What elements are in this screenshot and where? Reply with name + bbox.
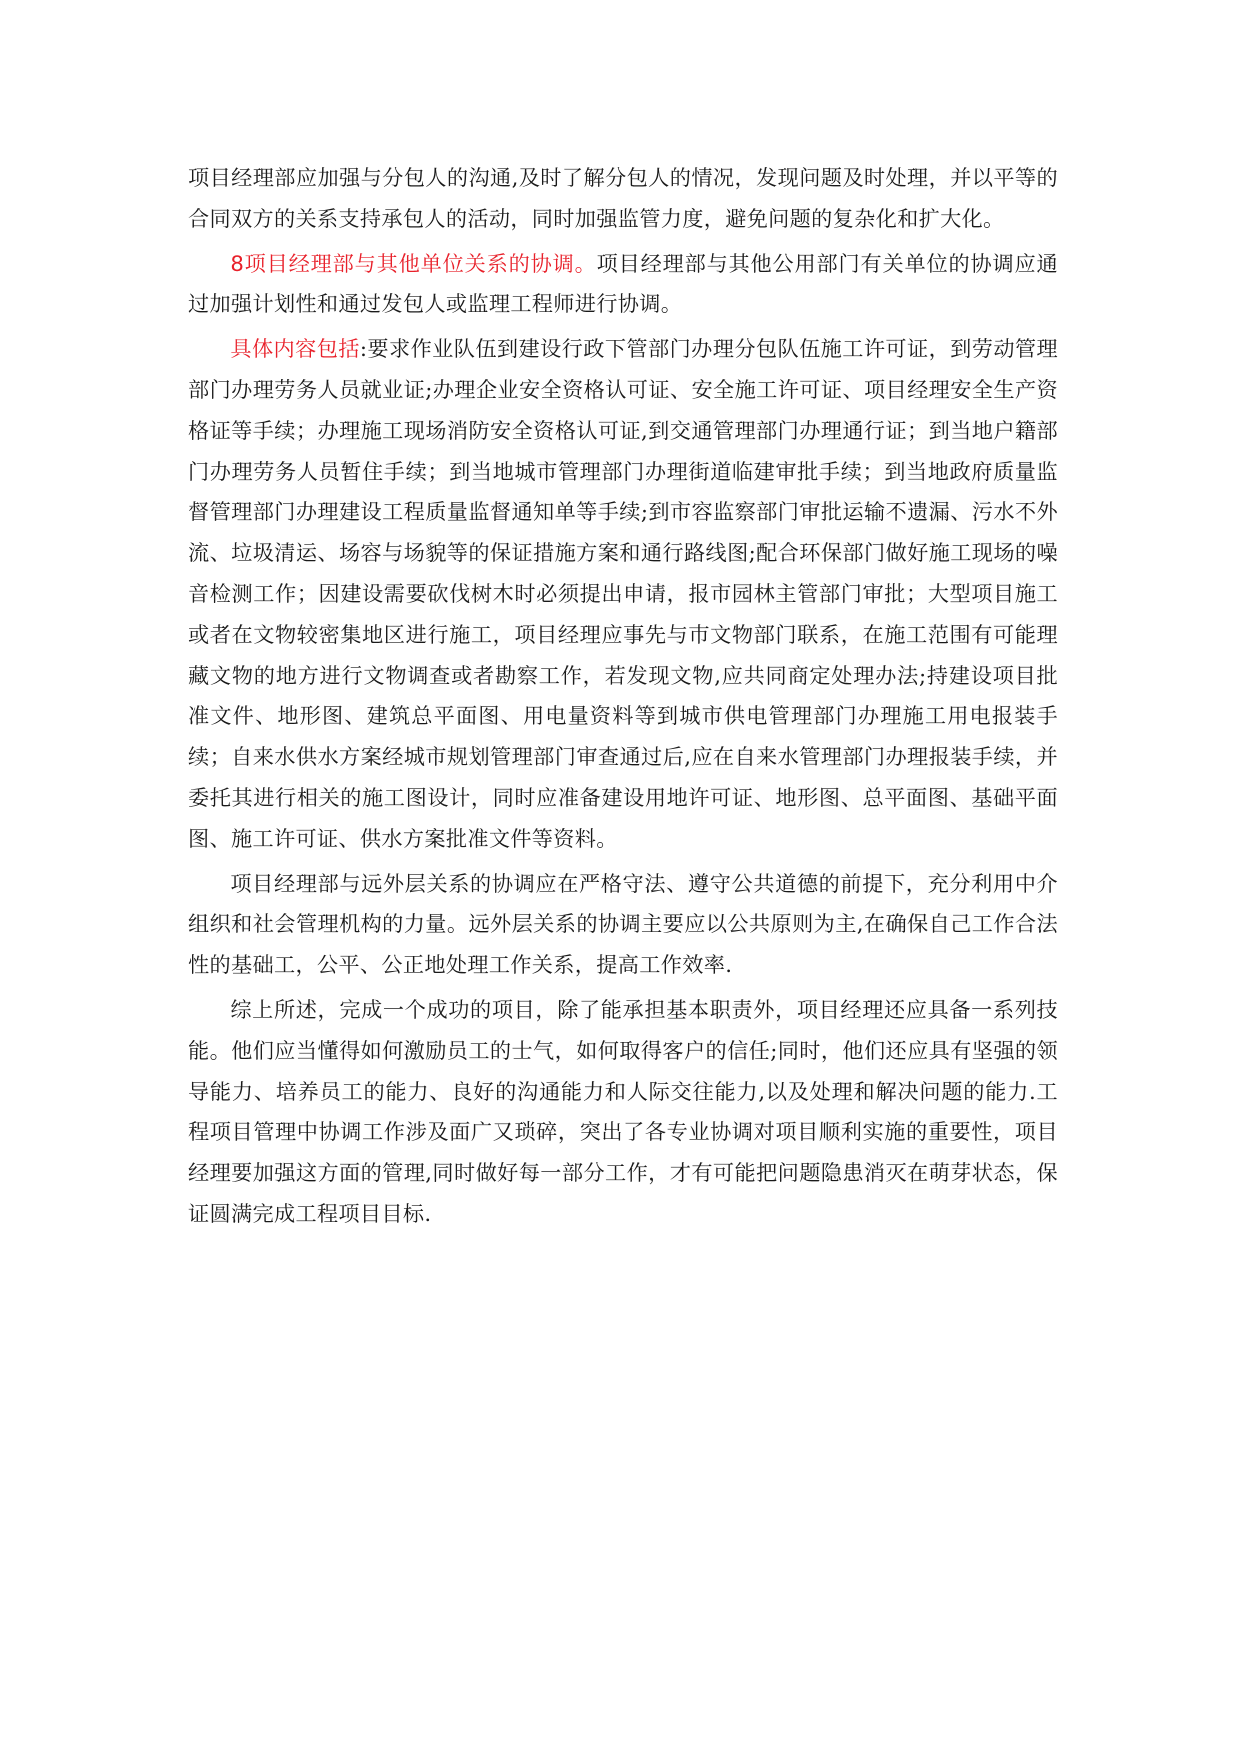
section-heading: 8项目经理部与其他单位关系的协调。 [230,250,597,276]
paragraph-text: 项目经理部与远外层关系的协调应在严格守法、遵守公共道德的前提下，充分利用中介组织和社会管理机构的力量。远外层关系的协调主要应以公共原则为主,在确保自己工作合法性的基础工，公平、公正地处理工作关系，提高工作效率. [188,870,1058,978]
paragraph-conclusion [188,990,1058,1235]
paragraph-text: :要求作业队伍到建设行政下管部门办理分包队伍施工许可证，到劳动管理部门办理劳务人员就业证;办理企业安全资格认可证、安全施工许可证、项目经理安全生产资格证等手续；办理施工现场消防安全资格认可证,到交通管理部门办理通行证；到当地户籍部门办理劳务人员暂住手续；到当地城市管理部门办理街道临建审批手续；到当地政府质量监督管理部门办理建设工程质量监督通知单等手续;到市容监察部门审批运输不遗漏、污水不外流、垃圾清运、场容与场貌等的保证措施方案和通行路线图;配合环保部门做好施工现场的噪音检测工作；因建设需要砍伐树木时必须提出申请，报市园林主管部门审批；大型项目施工或者在文物较密集地区进行施工，项目经理应事先与巿文物部门联系，在施工范围有可能理藏文物的地方进行文物调查或者勘察工作，若发现文物,应共同商定处理办法;持建设项目批准文件、地形图、建筑总平面图、用电量资料等到城市供电管理部门办理施工用电报装手续；自来水供水方案经城市规划管理部门审查通过后,应在自来水管理部门办理报装手续，并委托其进行相关的施工图设计，同时应准备建设用地许可证、地形图、总平面图、基础平面图、施工许可证、供水方案批准文件等资料。 [188,336,1058,851]
paragraph-text: 综上所述，完成一个成功的项目，除了能承担基本职责外，项目经理还应具备一系列技能。他们应当懂得如何激励员工的士气，如何取得客户的信任;同时，他们还应具有坚强的领导能力、培养员工的能力、良好的沟通能力和人际交往能力,以及处理和解决问题的能力.工程项目管理中协调工作涉及面广又琐碎，突出了各专业协调对项目顺利实施的重要性，项目经理要加强这方面的管理,同时做好每一部分工作，才有可能把问题隐患消灭在萌芽状态，保证圆满完成工程项目目标. [188,996,1058,1226]
paragraph-outer-layer-coordination [188,864,1058,986]
paragraph-other-units-coordination [188,244,1058,326]
paragraph-text: 项目经理部与其他公用部门有关单位的协调应通过加强计划性和通过发包人或监理工程师进行协调。 [188,250,1058,317]
paragraph-subcontractor-coordination [188,158,1058,240]
paragraph-specific-content [188,329,1058,859]
content-heading: 具体内容包括 [230,336,360,362]
paragraph-text: 项目经理部应加强与分包人的沟通,及时了解分包人的情况，发现问题及时处理，并以平等的合同双方的关系支持承包人的活动，同时加强监管力度，避免问题的复杂化和扩大化。 [188,165,1058,231]
document-page [188,158,1058,1235]
